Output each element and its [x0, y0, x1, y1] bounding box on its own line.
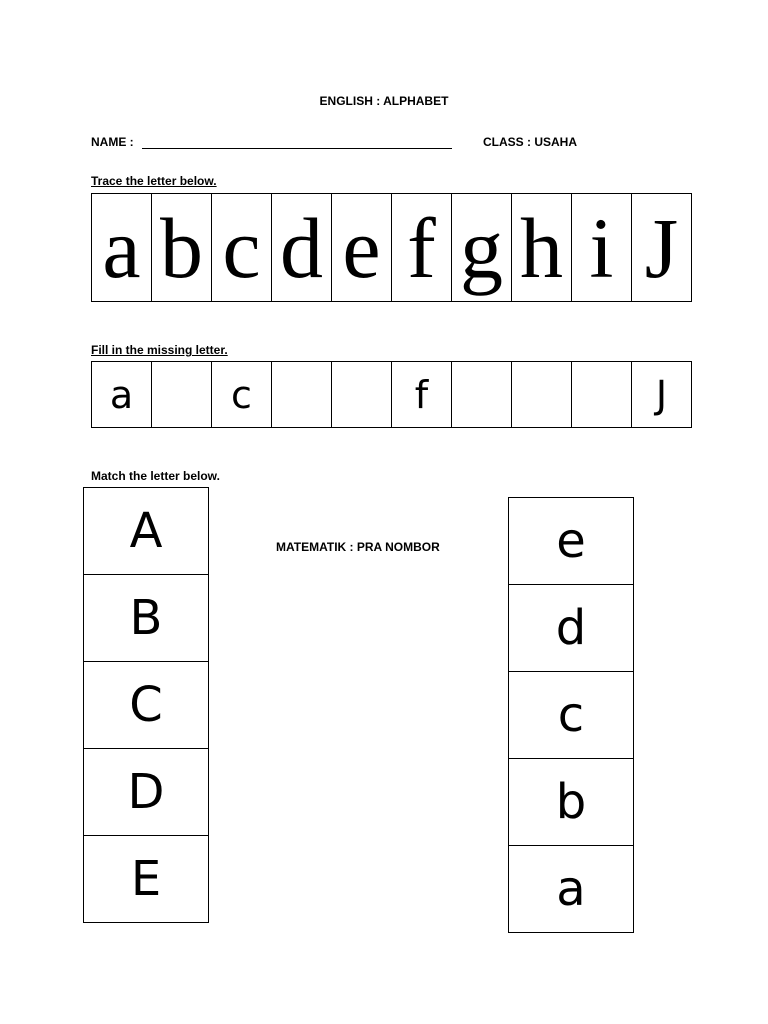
uppercase-cell[interactable]: D [84, 749, 209, 836]
uppercase-cell[interactable]: C [84, 662, 209, 749]
uppercase-cell[interactable]: A [84, 488, 209, 575]
lowercase-cell[interactable]: d [509, 585, 634, 672]
fill-letter-row [91, 361, 692, 428]
fill-cell-blank[interactable] [512, 362, 572, 428]
trace-cell: i [572, 194, 632, 302]
lowercase-column [508, 497, 634, 933]
matematik-label: MATEMATIK : PRA NOMBOR [276, 540, 440, 554]
trace-letter-row [91, 193, 692, 302]
trace-cell: f [392, 194, 452, 302]
lowercase-cell[interactable]: c [509, 672, 634, 759]
fill-cell: f [392, 362, 452, 428]
uppercase-cell[interactable]: B [84, 575, 209, 662]
name-field-line[interactable] [142, 148, 452, 149]
fill-cell-blank[interactable] [332, 362, 392, 428]
trace-cell: g [452, 194, 512, 302]
uppercase-cell[interactable]: E [84, 836, 209, 923]
trace-cell: c [212, 194, 272, 302]
lowercase-cell[interactable]: b [509, 759, 634, 846]
trace-cell: e [332, 194, 392, 302]
trace-cell: h [512, 194, 572, 302]
fill-cell-blank[interactable] [572, 362, 632, 428]
page-title: ENGLISH : ALPHABET [319, 94, 449, 108]
fill-cell: c [212, 362, 272, 428]
trace-cell: J [632, 194, 692, 302]
class-label: CLASS : USAHA [483, 135, 578, 149]
fill-cell-blank[interactable] [452, 362, 512, 428]
trace-cell: b [152, 194, 212, 302]
fill-cell: J [632, 362, 692, 428]
trace-instruction: Trace the letter below. [91, 174, 217, 188]
lowercase-cell[interactable]: a [509, 846, 634, 933]
name-label: NAME : [91, 135, 134, 149]
uppercase-column [83, 487, 209, 923]
fill-cell-blank[interactable] [272, 362, 332, 428]
fill-cell-blank[interactable] [152, 362, 212, 428]
lowercase-cell[interactable]: e [509, 498, 634, 585]
fill-cell: a [92, 362, 152, 428]
fill-instruction: Fill in the missing letter. [91, 343, 228, 357]
match-instruction: Match the letter below. [91, 469, 220, 483]
trace-cell: a [92, 194, 152, 302]
trace-cell: d [272, 194, 332, 302]
